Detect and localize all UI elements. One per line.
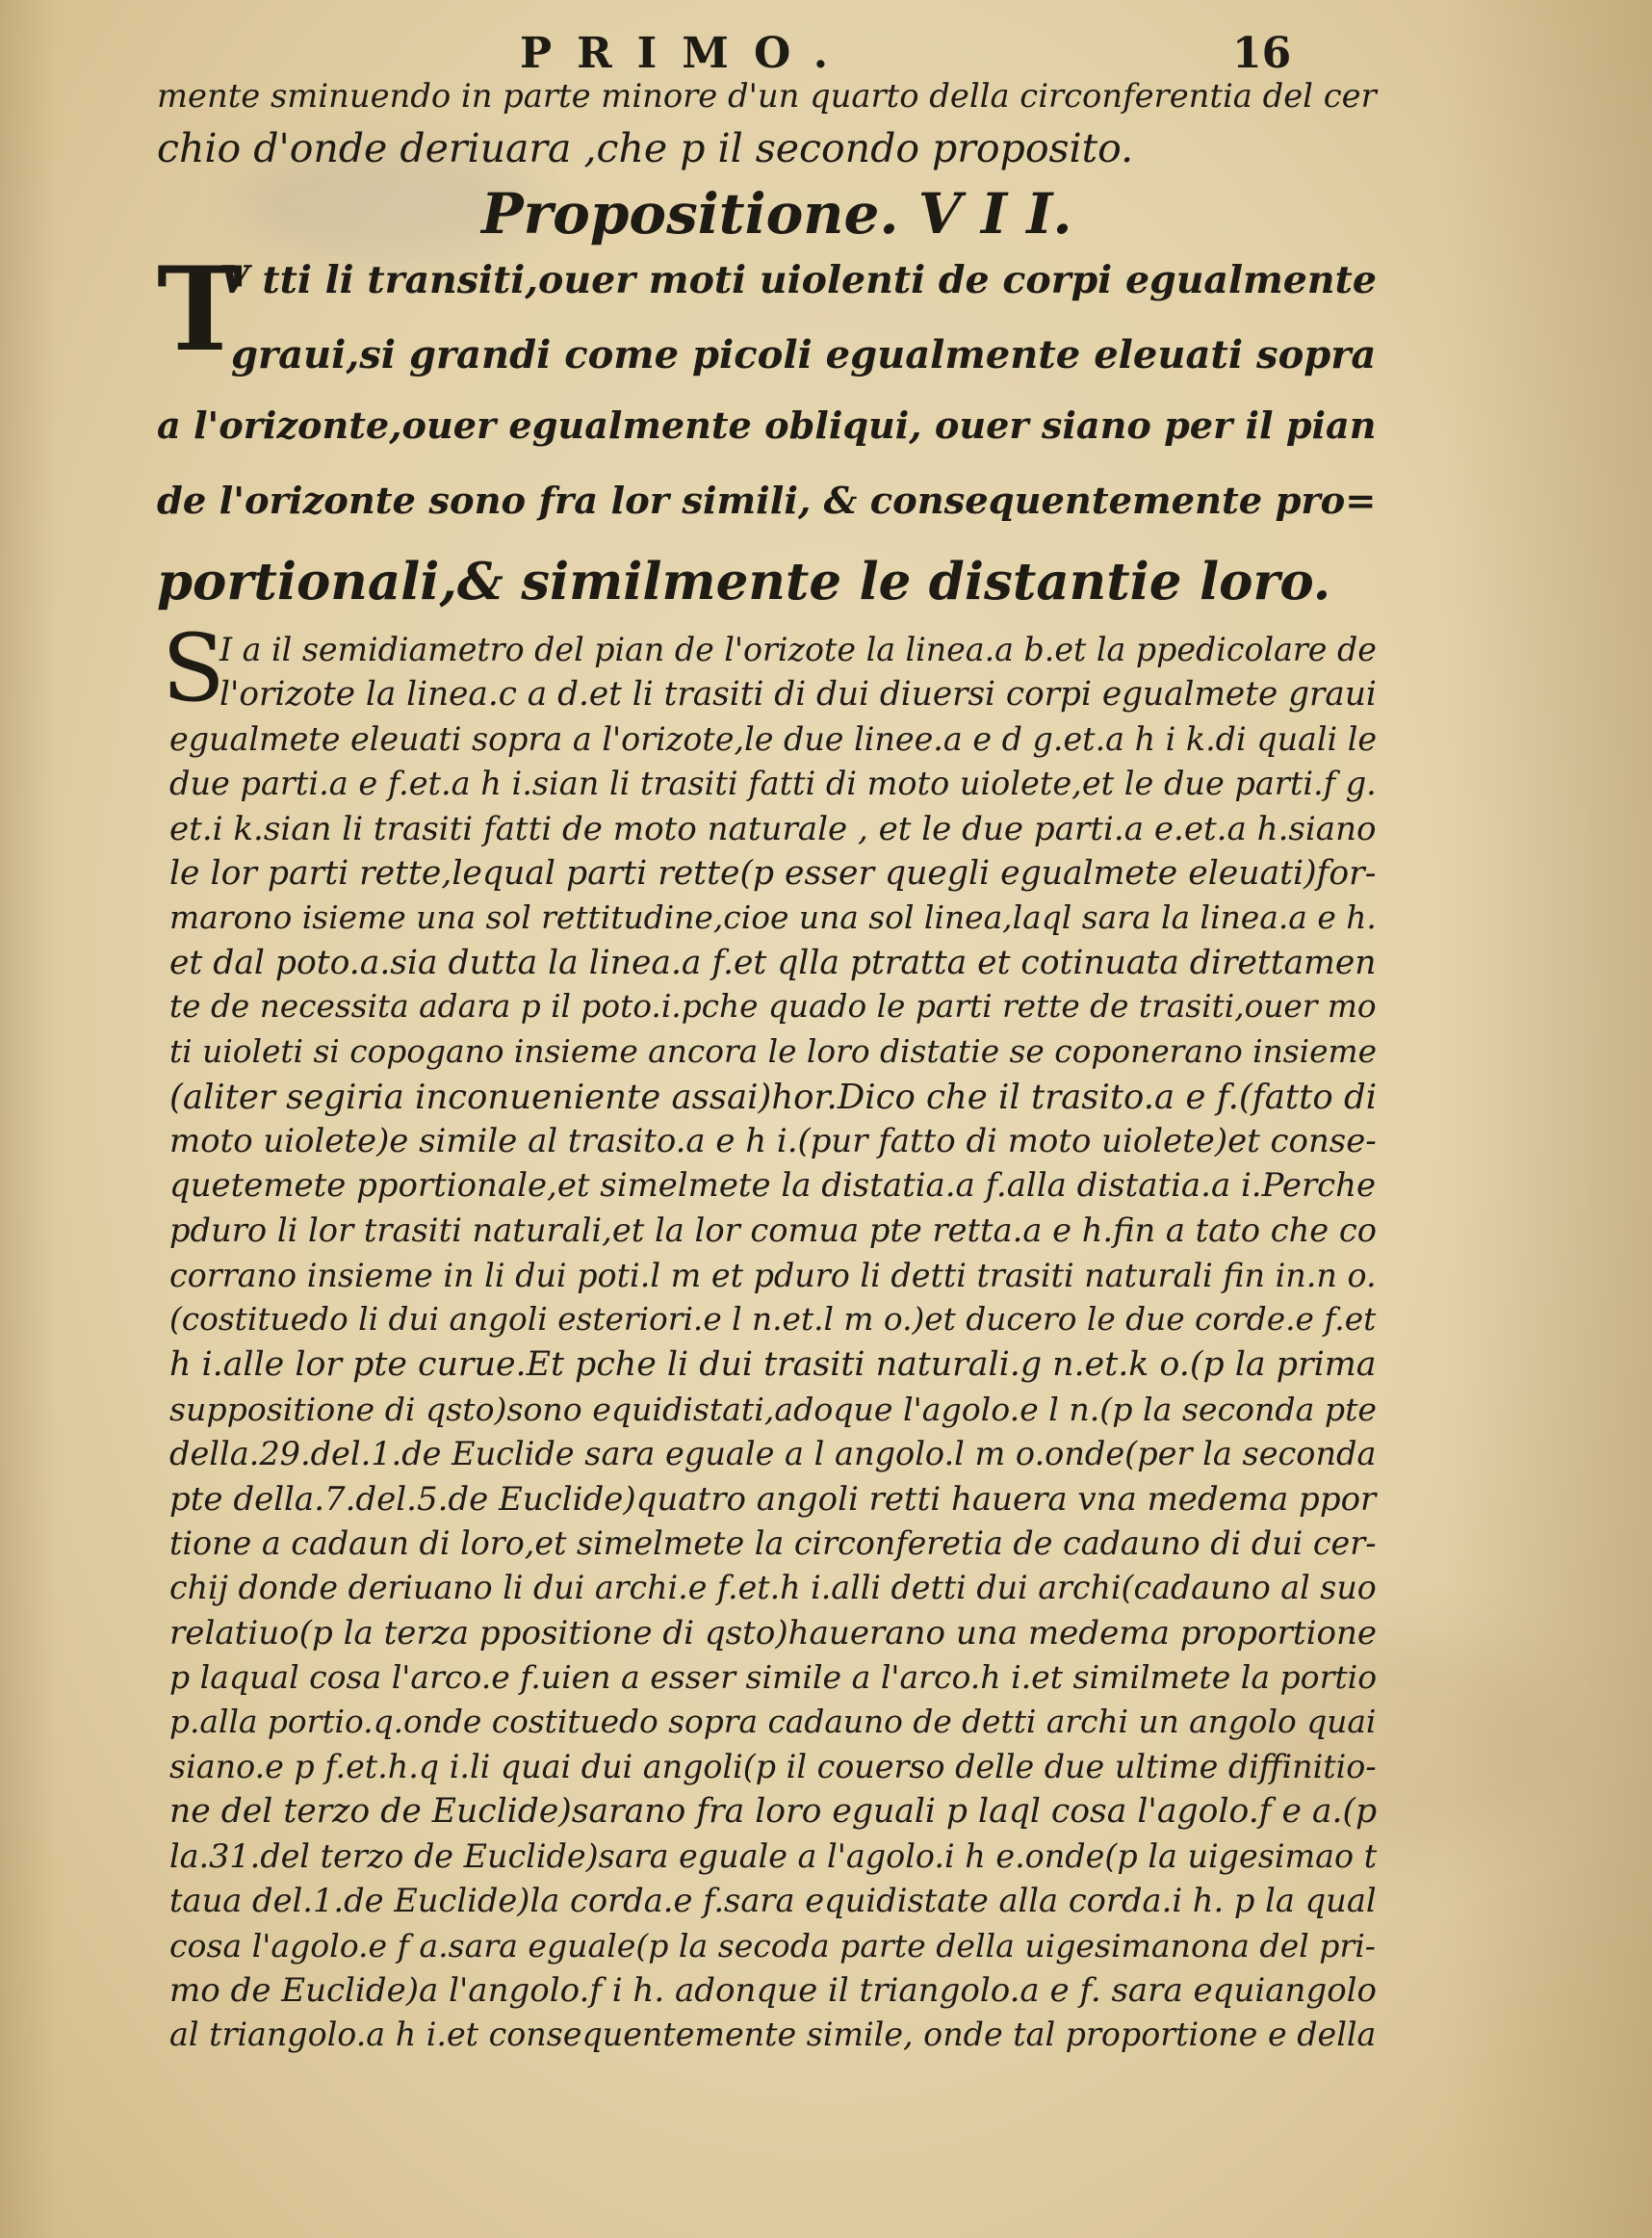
drop-capital-s: S: [162, 614, 225, 722]
running-title: PRIMO.: [520, 29, 854, 78]
demonstration-line: pduro li lor trasiti naturali,et la lor comua pte retta.a e h.fin a tato che co: [169, 1211, 1378, 1250]
demonstration-line: egualmete eleuati sopra a l'orizote,le due linee.a e d g.et.a h i k.di quali le: [169, 719, 1378, 758]
demonstration-line: ti uioleti si copogano insieme ancora le loro distatie se coponerano insieme: [169, 1032, 1377, 1070]
page-gutter-shadow: [0, 0, 58, 2238]
demonstration-line: siano.e p f.et.h.q i.li quai dui angoli(p il couerso delle due ultime diffinitio-: [169, 1748, 1377, 1785]
demonstration-line: le lor parti rette,lequal parti rette(p esser quegli egualmete eleuati)for-: [169, 854, 1377, 893]
demonstration-line: mo de Euclide)a l'angolo.f i h. adonque il triangolo.a e f. sara equiangolo: [169, 1971, 1378, 2010]
demonstration-line: pte della.7.del.5.de Euclide)quatro angoli retti hauera vna medema ppor: [169, 1479, 1377, 1519]
demonstration-line: et dal poto.a.sia dutta la linea.a f.et qlla ptratta et cotinuata direttamen: [169, 943, 1377, 982]
demonstration-line: p.alla portio.q.onde costituedo sopra cadauno de detti archi un angolo quai: [169, 1703, 1377, 1740]
proposition-heading: Propositione. V I I.: [481, 181, 1072, 247]
demonstration-line: (aliter segiria inconueniente assai)hor.Dico che il trasito.a e f.(fatto di: [169, 1078, 1378, 1117]
demonstration-line: della.29.del.1.de Euclide sara eguale a l angolo.l m o.onde(per la seconda: [169, 1435, 1377, 1473]
demonstration-line: la.31.del terzo de Euclide)sara eguale a l'agolo.i h e.onde(p la uigesimao t: [169, 1836, 1378, 1875]
demonstration-line: h i.alle lor pte curue.Et pche li dui trasiti naturali.g n.et.k o.(p la prima: [169, 1345, 1377, 1385]
enunciation-line: portionali,& similmente le distantie loro.: [157, 552, 1331, 612]
demonstration-line: quetemete pportionale,et simelmete la distatia.a f.alla distatia.a i.Perche: [169, 1166, 1377, 1205]
demonstration-line: taua del.1.de Euclide)la corda.e f.sara equidistate alla corda.i h. p la qual: [169, 1882, 1377, 1920]
demonstration-line: al triangolo.a h i.et consequentemente simile, onde tal proportione e della: [169, 2016, 1377, 2054]
demonstration-line: (costituedo li dui angoli esteriori.e l n.et.l m o.)et ducero le due corde.e f.et: [169, 1301, 1377, 1338]
demonstration-line: te de necessita adara p il poto.i.pche quado le parti rette de trasiti,ouer mo: [169, 988, 1377, 1026]
drop-capital-t: T: [157, 242, 244, 377]
demonstration-line: et.i k.sian li trasiti fatti de moto naturale , et le due parti.a e.et.a h.siano: [169, 809, 1377, 848]
enunciation-line: V tti li transiti,ouer moti uiolenti de corpi egualmente: [219, 258, 1378, 302]
continuation-line: mente sminuendo in parte minore d'un quarto della circonferentia del cer: [157, 77, 1377, 115]
page-edge-shadow: [1444, 0, 1652, 2238]
demonstration-line: l'orizote la linea.c a d.et li trasiti di dui diuersi corpi egualmete graui: [219, 675, 1377, 715]
demonstration-line: relatiuo(p la terza ppositione di qsto)hauerano una medema proportione: [169, 1613, 1378, 1652]
demonstration-line: due parti.a e f.et.a h i.sian li trasiti fatti di moto uiolete,et le due parti.f g.: [169, 765, 1377, 803]
demonstration-line: tione a cadaun di loro,et simelmete la circonferetia de cadauno di dui cer-: [169, 1524, 1377, 1562]
demonstration-line: ne del terzo de Euclide)sarano fra loro eguali p laql cosa l'agolo.f e a.(p: [169, 1792, 1378, 1832]
demonstration-line: cosa l'agolo.e f a.sara eguale(p la secoda parte della uigesimanona del pri-: [169, 1926, 1376, 1965]
enunciation-line: graui,si grandi come picoli egualmente eleuati sopra: [231, 332, 1377, 377]
enunciation-line: de l'orizonte sono fra lor simili, & consequentemente pro=: [157, 480, 1377, 523]
demonstration-line: moto uiolete)e simile al trasito.a e h i.(pur fatto di moto uiolete)et conse-: [169, 1122, 1377, 1160]
demonstration-line: p laqual cosa l'arco.e f.uien a esser simile a l'arco.h i.et similmete la portio: [169, 1658, 1378, 1697]
demonstration-line: suppositione di qsto)sono equidistati,adoque l'agolo.e l n.(p la seconda pte: [169, 1390, 1378, 1428]
enunciation-line: a l'orizonte,ouer egualmente obliqui, ouer siano per il pian: [157, 404, 1377, 448]
demonstration-line: corrano insieme in li dui poti.l m et pduro li detti trasiti naturali fin in.n o.: [169, 1256, 1377, 1294]
demonstration-line: marono isieme una sol rettitudine,cioe una sol linea,laql sara la linea.a e h.: [169, 898, 1377, 937]
continuation-line: chio d'onde deriuara ,che p il secondo proposito.: [157, 125, 1134, 171]
demonstration-line: chij donde deriuano li dui archi.e f.et.h i.alli detti dui archi(cadauno al suo: [169, 1569, 1377, 1607]
demonstration-line: I a il semidiametro del pian de l'orizote la linea.a b.et la ppedicolare de: [219, 631, 1377, 668]
page-number: 16: [1232, 29, 1292, 78]
